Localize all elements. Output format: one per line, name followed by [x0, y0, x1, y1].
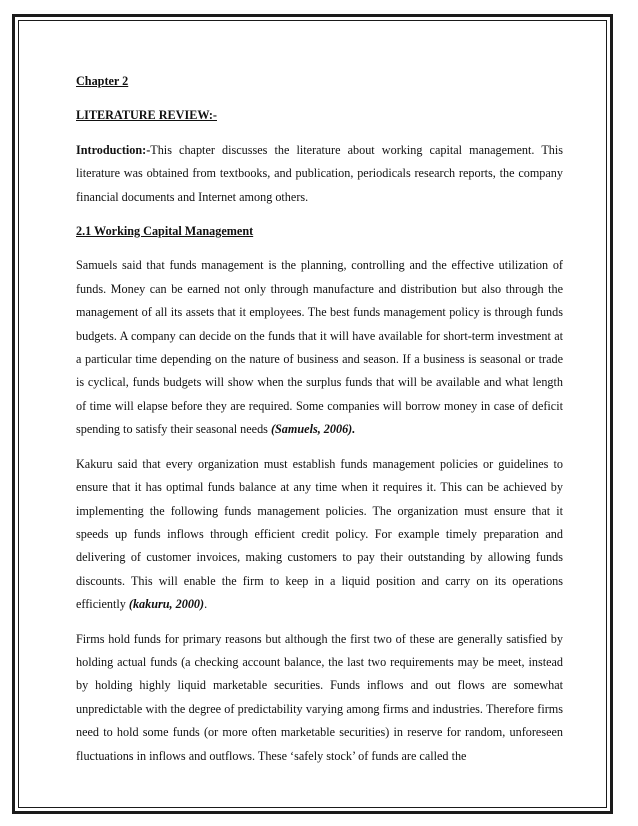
paragraph-citation: (kakuru, 2000): [128, 597, 205, 612]
paragraph-text: Samuels said that funds management is the planning, controlling and the effective utilization of funds. Money can be earned not only through manufacture and distribution but also through the management of all its assets that it employees. The best funds management policy is through funds budgets. A company can decide on the funds that it will have available for short-term investment at a particular time depending on the nature of business and season. If a business is seasonal or trade is cyclical, funds budgets will show when the surplus funds that will be available and what length of time will elapse before they are required. Some companies will borrow money in case of deficit spending to satisfy their seasonal needs: [76, 258, 563, 437]
intro-label: Introduction:-: [76, 142, 151, 157]
paragraph-after: .: [204, 597, 208, 612]
subsection-heading: 2.1 Working Capital Management: [76, 224, 254, 239]
document-body: [76, 70, 563, 768]
paragraph-text: Firms hold funds for primary reasons but although the first two of these are generally satisfied by holding actual funds (a checking account balance, the last two requirements may be meet, instead by holding highly liquid marketable securities. Funds inflows and out flows are somewhat unpredictable with the degree of predictability varying among firms and industries. Therefore firms need to hold some funds (or more often marketable securities) in reserve for random, unforeseen fluctuations in inflows and outflows. These ‘safely stock’ of funds are called the: [76, 631, 563, 763]
section-heading: LITERATURE REVIEW:-: [76, 108, 217, 123]
chapter-heading: Chapter 2: [76, 74, 129, 88]
paragraph-citation: (Samuels, 2006).: [270, 422, 356, 437]
body-paragraph: [76, 453, 563, 617]
body-paragraph: [76, 254, 563, 441]
intro-paragraph: [76, 139, 563, 209]
intro-text: This chapter discusses the literature about working capital management. This literature was obtained from textbooks, and publication, periodicals research reports, the company financial documents and Internet among others.: [76, 142, 563, 204]
body-paragraph: [76, 628, 563, 768]
paragraph-text: Kakuru said that every organization must establish funds management policies or guidelines to ensure that it has optimal funds balance at any time when it requires it. This can be achieved by implementing the following funds management policies. The organization must ensure that it speeds up funds inflows through efficient credit policy. For example timely preparation and delivering of customer invoices, making customers to pay their outstanding by allowing funds discounts. This will enable the firm to keep in a liquid position and carry on its operations efficiently: [76, 456, 563, 612]
